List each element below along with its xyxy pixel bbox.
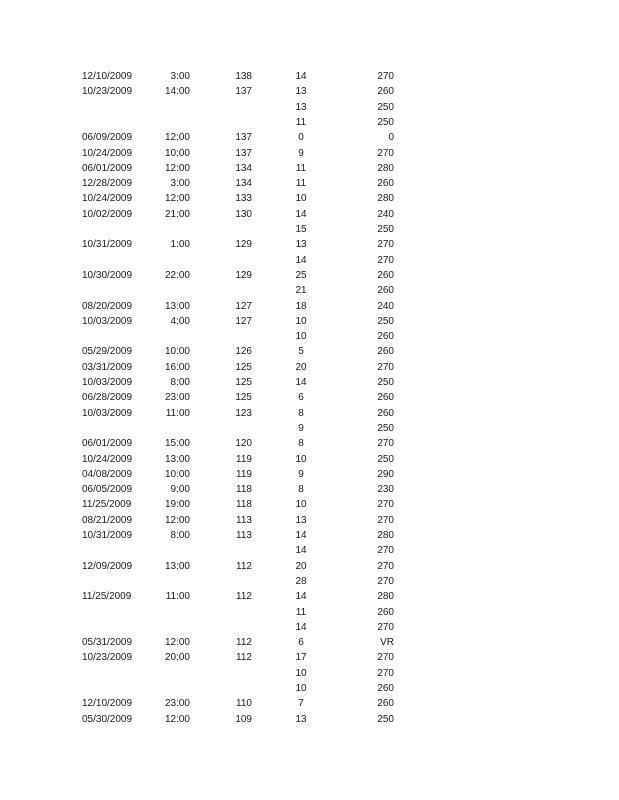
table-row — [0, 682, 619, 696]
time-cell: 1:00 — [170, 239, 190, 251]
table-row — [0, 208, 619, 222]
value1-cell: 119 — [236, 453, 252, 465]
value3-cell: 260 — [377, 407, 394, 419]
time-cell: 13:00 — [164, 453, 190, 465]
date-cell: 10/24/2009 — [82, 193, 133, 205]
value2-cell: 14 — [295, 208, 307, 220]
value1-cell: 137 — [235, 147, 252, 159]
table-row — [0, 162, 619, 176]
table-row — [0, 529, 619, 543]
value2-cell: 14 — [295, 377, 307, 388]
value2-cell: 8 — [298, 407, 304, 419]
value3-cell: 270 — [377, 545, 394, 557]
time-cell: 8:00 — [170, 377, 190, 388]
table-row — [0, 407, 619, 421]
time-cell: 12:00 — [164, 132, 190, 144]
value2-cell: 20 — [295, 560, 307, 572]
value3-cell: 280 — [377, 530, 394, 541]
value2-cell: 14 — [295, 530, 307, 541]
value2-cell: 25 — [295, 269, 307, 281]
value3-cell: 260 — [377, 86, 394, 98]
time-cell: 4:00 — [170, 315, 190, 327]
table-row — [0, 269, 619, 283]
time-cell: 10:00 — [164, 468, 190, 480]
value3-cell: 260 — [377, 606, 394, 618]
value3-cell: 240 — [377, 300, 394, 312]
date-cell: 10/24/2009 — [82, 453, 133, 465]
time-cell: 12:00 — [164, 193, 190, 205]
value3-cell: 260 — [377, 285, 394, 297]
table-row — [0, 498, 619, 512]
value2-cell: 20 — [295, 361, 307, 373]
value1-cell: 129 — [235, 239, 252, 251]
date-cell: 10/30/2009 — [82, 269, 133, 281]
value3-cell: 270 — [377, 560, 394, 572]
time-cell: 12:00 — [164, 637, 190, 649]
value2-cell: 11 — [295, 162, 307, 174]
value1-cell: 125 — [235, 377, 252, 388]
value3-cell: 270 — [377, 239, 394, 251]
value2-cell: 8 — [298, 484, 304, 496]
table-row — [0, 713, 619, 727]
date-cell: 12/10/2009 — [82, 71, 133, 82]
value2-cell: 14 — [295, 254, 307, 266]
date-cell: 08/20/2009 — [82, 300, 133, 312]
value3-cell: 240 — [377, 208, 394, 220]
value3-cell: 270 — [377, 652, 394, 664]
value2-cell: 11 — [295, 606, 307, 618]
table-row — [0, 330, 619, 344]
value3-cell: 260 — [377, 178, 394, 190]
value3-cell: 250 — [377, 101, 394, 113]
date-cell: 12/10/2009 — [82, 698, 133, 710]
time-cell: 14:00 — [164, 86, 190, 98]
time-cell: 12:00 — [164, 514, 190, 526]
value1-cell: 133 — [235, 193, 252, 205]
value2-cell: 8 — [298, 438, 304, 450]
table-row — [0, 284, 619, 298]
table-row — [0, 223, 619, 237]
value2-cell: 13 — [295, 86, 307, 98]
time-cell: 10:00 — [164, 147, 190, 159]
table-row — [0, 300, 619, 314]
table-row — [0, 667, 619, 681]
date-cell: 05/29/2009 — [82, 346, 133, 358]
value2-cell: 9 — [298, 147, 304, 159]
value3-cell: 270 — [377, 667, 394, 679]
table-row — [0, 131, 619, 145]
table-row — [0, 453, 619, 467]
value1-cell: 118 — [236, 499, 252, 511]
table-row — [0, 483, 619, 497]
table-row — [0, 177, 619, 191]
date-cell: 10/31/2009 — [82, 239, 133, 251]
table-row — [0, 361, 619, 375]
value1-cell: 137 — [235, 86, 252, 98]
value3-cell: 260 — [377, 269, 394, 281]
value1-cell: 109 — [235, 713, 252, 725]
value3-cell: 250 — [377, 224, 394, 235]
value1-cell: 120 — [235, 438, 252, 450]
table-row — [0, 376, 619, 390]
value2-cell: 14 — [295, 71, 307, 82]
value3-cell: 270 — [377, 621, 394, 633]
value2-cell: 10 — [295, 315, 307, 327]
value1-cell: 110 — [236, 698, 252, 710]
table-row — [0, 192, 619, 206]
table-row — [0, 391, 619, 405]
table-row — [0, 85, 619, 99]
value3-cell: 250 — [377, 116, 394, 128]
value2-cell: 17 — [295, 652, 307, 664]
value3-cell: 260 — [377, 698, 394, 710]
table-row — [0, 697, 619, 711]
time-cell: 16:00 — [164, 361, 190, 373]
time-cell: 23:00 — [164, 698, 190, 710]
date-cell: 06/01/2009 — [82, 162, 133, 174]
value2-cell: 28 — [295, 575, 307, 587]
table-row — [0, 238, 619, 252]
time-cell: 20:00 — [164, 652, 190, 664]
date-cell: 05/31/2009 — [82, 637, 133, 649]
table-row — [0, 514, 619, 528]
value3-cell: VR — [380, 637, 394, 649]
value2-cell: 10 — [295, 667, 307, 679]
value3-cell: 260 — [377, 683, 394, 694]
time-cell: 12:00 — [164, 713, 190, 725]
value1-cell: 127 — [235, 315, 252, 327]
date-cell: 10/03/2009 — [82, 315, 133, 327]
table-row — [0, 590, 619, 604]
value3-cell: 270 — [377, 147, 394, 159]
value2-cell: 14 — [295, 545, 307, 557]
value2-cell: 13 — [295, 239, 307, 251]
value1-cell: 112 — [236, 637, 252, 649]
table-row — [0, 560, 619, 574]
table-row — [0, 116, 619, 130]
value2-cell: 10 — [295, 499, 307, 511]
time-cell: 21:00 — [164, 208, 190, 220]
value1-cell: 134 — [235, 178, 252, 190]
value3-cell: 280 — [377, 193, 394, 205]
date-cell: 10/24/2009 — [82, 147, 133, 159]
value2-cell: 18 — [295, 300, 307, 312]
value2-cell: 6 — [298, 637, 304, 649]
date-cell: 05/30/2009 — [82, 713, 133, 725]
time-cell: 23:00 — [164, 392, 190, 404]
value3-cell: 250 — [377, 713, 394, 725]
value2-cell: 6 — [298, 392, 304, 404]
table-row — [0, 575, 619, 589]
time-cell: 8:00 — [170, 530, 190, 541]
value2-cell: 7 — [298, 698, 304, 710]
date-cell: 10/31/2009 — [82, 530, 133, 541]
value1-cell: 123 — [235, 407, 252, 419]
date-cell: 06/05/2009 — [82, 484, 133, 496]
time-cell: 15:00 — [164, 438, 190, 450]
table-row — [0, 544, 619, 558]
table-row — [0, 345, 619, 359]
value3-cell: 270 — [377, 514, 394, 526]
value1-cell: 112 — [236, 560, 252, 572]
value1-cell: 129 — [235, 269, 252, 281]
date-cell: 12/28/2009 — [82, 178, 133, 190]
time-cell: 11:00 — [165, 591, 190, 603]
table-row — [0, 651, 619, 665]
value3-cell: 280 — [377, 591, 394, 603]
value3-cell: 290 — [377, 468, 394, 480]
value1-cell: 113 — [236, 514, 252, 526]
value1-cell: 127 — [235, 300, 252, 312]
date-cell: 03/31/2009 — [82, 361, 133, 373]
value1-cell: 112 — [236, 591, 252, 603]
value1-cell: 137 — [235, 132, 252, 144]
value2-cell: 10 — [295, 453, 307, 465]
value2-cell: 11 — [295, 178, 307, 190]
table-row — [0, 101, 619, 115]
date-cell: 10/03/2009 — [82, 407, 133, 419]
value2-cell: 10 — [295, 683, 307, 694]
value2-cell: 5 — [298, 346, 304, 358]
value3-cell: 250 — [377, 422, 394, 434]
table-row — [0, 606, 619, 620]
value2-cell: 13 — [295, 101, 307, 113]
value1-cell: 126 — [235, 346, 252, 358]
time-cell: 12:00 — [164, 162, 190, 174]
time-cell: 3:00 — [170, 178, 190, 190]
value2-cell: 10 — [295, 193, 307, 205]
time-cell: 9:00 — [170, 484, 190, 496]
value1-cell: 112 — [236, 652, 252, 664]
date-cell: 04/08/2009 — [82, 468, 133, 480]
value3-cell: 230 — [377, 484, 394, 496]
table-row — [0, 437, 619, 451]
value2-cell: 14 — [295, 591, 307, 603]
value3-cell: 250 — [377, 315, 394, 327]
value2-cell: 0 — [298, 132, 304, 144]
date-cell: 12/09/2009 — [82, 560, 133, 572]
value1-cell: 138 — [235, 71, 252, 82]
value3-cell: 270 — [377, 499, 394, 511]
value3-cell: 270 — [377, 361, 394, 373]
time-cell: 10:00 — [164, 346, 190, 358]
value1-cell: 119 — [236, 468, 252, 480]
value2-cell: 9 — [298, 422, 304, 434]
table-row — [0, 254, 619, 268]
date-cell: 10/03/2009 — [82, 377, 133, 388]
value2-cell: 14 — [295, 621, 307, 633]
value1-cell: 113 — [236, 530, 252, 541]
value3-cell: 260 — [377, 392, 394, 404]
time-cell: 22:00 — [164, 269, 190, 281]
time-cell: 13:00 — [164, 560, 190, 572]
date-cell: 10/23/2009 — [82, 86, 133, 98]
value3-cell: 260 — [377, 331, 394, 343]
date-cell: 06/28/2009 — [82, 392, 133, 404]
date-cell: 06/01/2009 — [82, 438, 133, 450]
table-row — [0, 70, 619, 84]
value3-cell: 270 — [377, 438, 394, 450]
value1-cell: 118 — [236, 484, 252, 496]
table-row — [0, 422, 619, 436]
value2-cell: 13 — [295, 713, 307, 725]
value3-cell: 260 — [377, 346, 394, 358]
value3-cell: 250 — [377, 377, 394, 388]
table-row — [0, 621, 619, 635]
value3-cell: 0 — [388, 132, 394, 144]
value1-cell: 134 — [235, 162, 252, 174]
value3-cell: 270 — [377, 71, 394, 82]
value2-cell: 9 — [298, 468, 304, 480]
date-cell: 06/09/2009 — [82, 132, 133, 144]
table-row — [0, 147, 619, 161]
date-cell: 08/21/2009 — [82, 514, 133, 526]
table-row — [0, 315, 619, 329]
time-cell: 13:00 — [164, 300, 190, 312]
value2-cell: 13 — [295, 514, 307, 526]
value2-cell: 10 — [295, 331, 307, 343]
value3-cell: 270 — [377, 575, 394, 587]
date-cell: 11/25/2009 — [82, 591, 132, 603]
value1-cell: 125 — [235, 392, 252, 404]
date-cell: 10/23/2009 — [82, 652, 133, 664]
value3-cell: 270 — [377, 254, 394, 266]
value1-cell: 125 — [235, 361, 252, 373]
value3-cell: 280 — [377, 162, 394, 174]
value2-cell: 21 — [295, 285, 307, 297]
time-cell: 19:00 — [164, 499, 190, 511]
value2-cell: 11 — [295, 116, 307, 128]
date-cell: 11/25/2009 — [82, 499, 132, 511]
value1-cell: 130 — [235, 208, 252, 220]
table-row — [0, 468, 619, 482]
table-row — [0, 636, 619, 650]
value2-cell: 15 — [295, 224, 307, 235]
date-cell: 10/02/2009 — [82, 208, 133, 220]
time-cell: 3:00 — [170, 71, 190, 82]
time-cell: 11:00 — [165, 407, 190, 419]
value3-cell: 250 — [377, 453, 394, 465]
